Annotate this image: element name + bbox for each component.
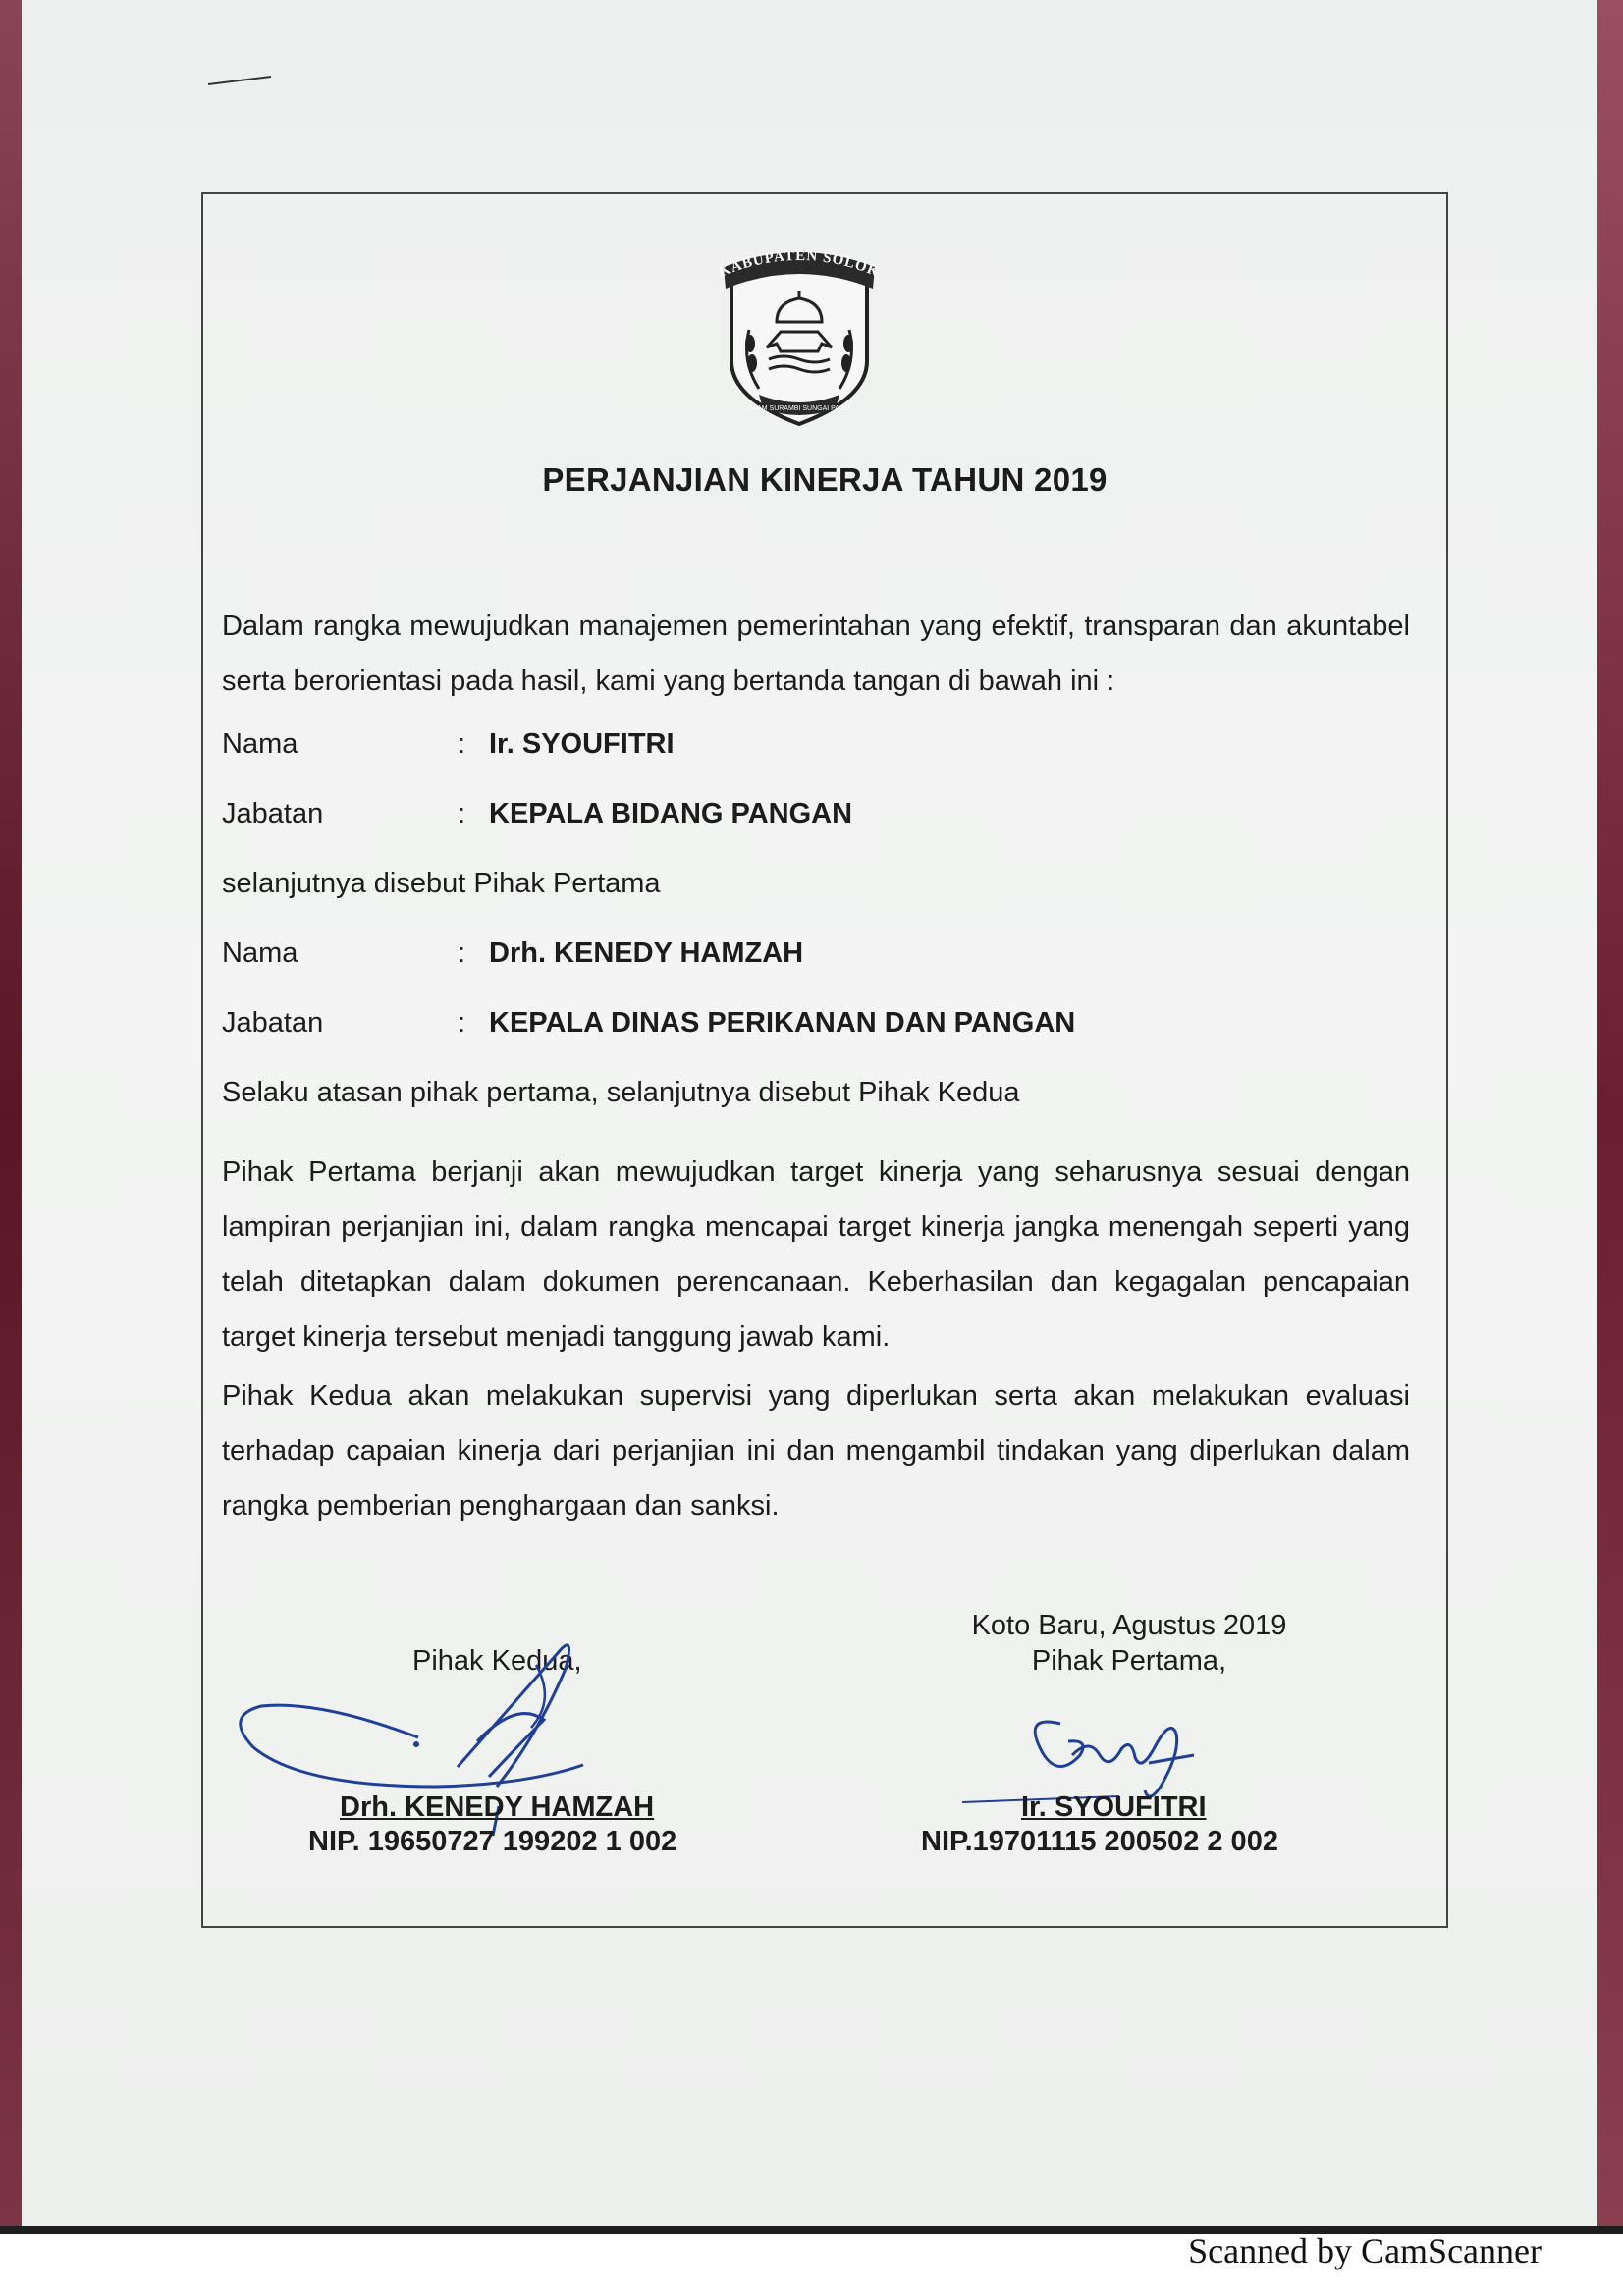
left-signatory-nip: NIP. 19650727 199202 1 002 bbox=[308, 1826, 677, 1857]
emblem-motto-text: ALAM SURAMBI SUNGAI PAGU bbox=[748, 405, 850, 412]
pen-mark bbox=[206, 71, 275, 90]
intro-paragraph: Dalam rangka mewujudkan manajemen pemerintahan yang efektif, transparan dan akuntabel serta berorientasi pada hasil, kami yang bertanda tangan di bawah ini : bbox=[222, 611, 1410, 697]
party1-jabatan-row bbox=[222, 798, 852, 830]
party2-jabatan-row bbox=[222, 1007, 1075, 1040]
left-signatory-role: Pihak Kedua, bbox=[412, 1645, 582, 1677]
left-signatory-name: Drh. KENEDY HAMZAH bbox=[340, 1791, 655, 1823]
party2-jabatan-label: Jabatan bbox=[222, 1007, 324, 1039]
place-date: Koto Baru, Agustus 2019 bbox=[971, 1610, 1287, 1641]
emblem-banner-text: ABUPATEN SOLO bbox=[729, 251, 870, 277]
party2-nama-colon: : bbox=[458, 937, 466, 969]
party1-designation: selanjutnya disebut Pihak Pertama bbox=[222, 868, 661, 899]
party1-nama-row bbox=[222, 728, 675, 761]
right-signatory-name: Ir. SYOUFITRI bbox=[1021, 1791, 1207, 1823]
party1-nama-value: Ir. SYOUFITRI bbox=[489, 728, 675, 760]
supervision-paragraph: Pihak Kedua akan melakukan supervisi yang diperlukan serta akan melakukan evaluasi terhadap capaian kinerja dari perjanjian ini dan mengambil tindakan yang diperlukan dalam rangka pemberian penghargaan dan sanksi. bbox=[222, 1380, 1410, 1522]
party2-designation: Selaku atasan pihak pertama, selanjutnya disebut Pihak Kedua bbox=[222, 1077, 1020, 1108]
document-title: PERJANJIAN KINERJA TAHUN 2019 bbox=[542, 461, 1108, 498]
camscanner-footer: Scanned by CamScanner bbox=[1188, 2231, 1542, 2270]
party1-nama-colon: : bbox=[458, 728, 466, 760]
party2-nama-row bbox=[222, 937, 803, 970]
right-signatory-role: Pihak Pertama, bbox=[1031, 1645, 1227, 1677]
party2-jabatan-colon: : bbox=[458, 1007, 466, 1039]
background-left bbox=[0, 0, 22, 2226]
party2-jabatan-value: KEPALA DINAS PERIKANAN DAN PANGAN bbox=[489, 1007, 1076, 1039]
kabupaten-solok-emblem-icon bbox=[720, 251, 879, 428]
party2-nama-value: Drh. KENEDY HAMZAH bbox=[489, 937, 804, 969]
party1-jabatan-value: KEPALA BIDANG PANGAN bbox=[489, 798, 853, 829]
obligation-paragraph: Pihak Pertama berjanji akan mewujudkan target kinerja yang seharusnya sesuai dengan lampiran perjanjian ini, dalam rangka mencapai target kinerja jangka menengah seperti yang telah ditetapkan dalam dokumen perencanaan. Keberhasilan dan kegagalan pencapaian target kinerja tersebut menjadi tanggung jawab kami. bbox=[222, 1156, 1410, 1353]
background-right bbox=[1597, 0, 1623, 2226]
party1-nama-label: Nama bbox=[222, 728, 298, 760]
party1-jabatan-label: Jabatan bbox=[222, 798, 324, 829]
right-signatory-nip: NIP.19701115 200502 2 002 bbox=[921, 1826, 1278, 1857]
party2-nama-label: Nama bbox=[222, 937, 298, 969]
party1-jabatan-colon: : bbox=[458, 798, 466, 829]
